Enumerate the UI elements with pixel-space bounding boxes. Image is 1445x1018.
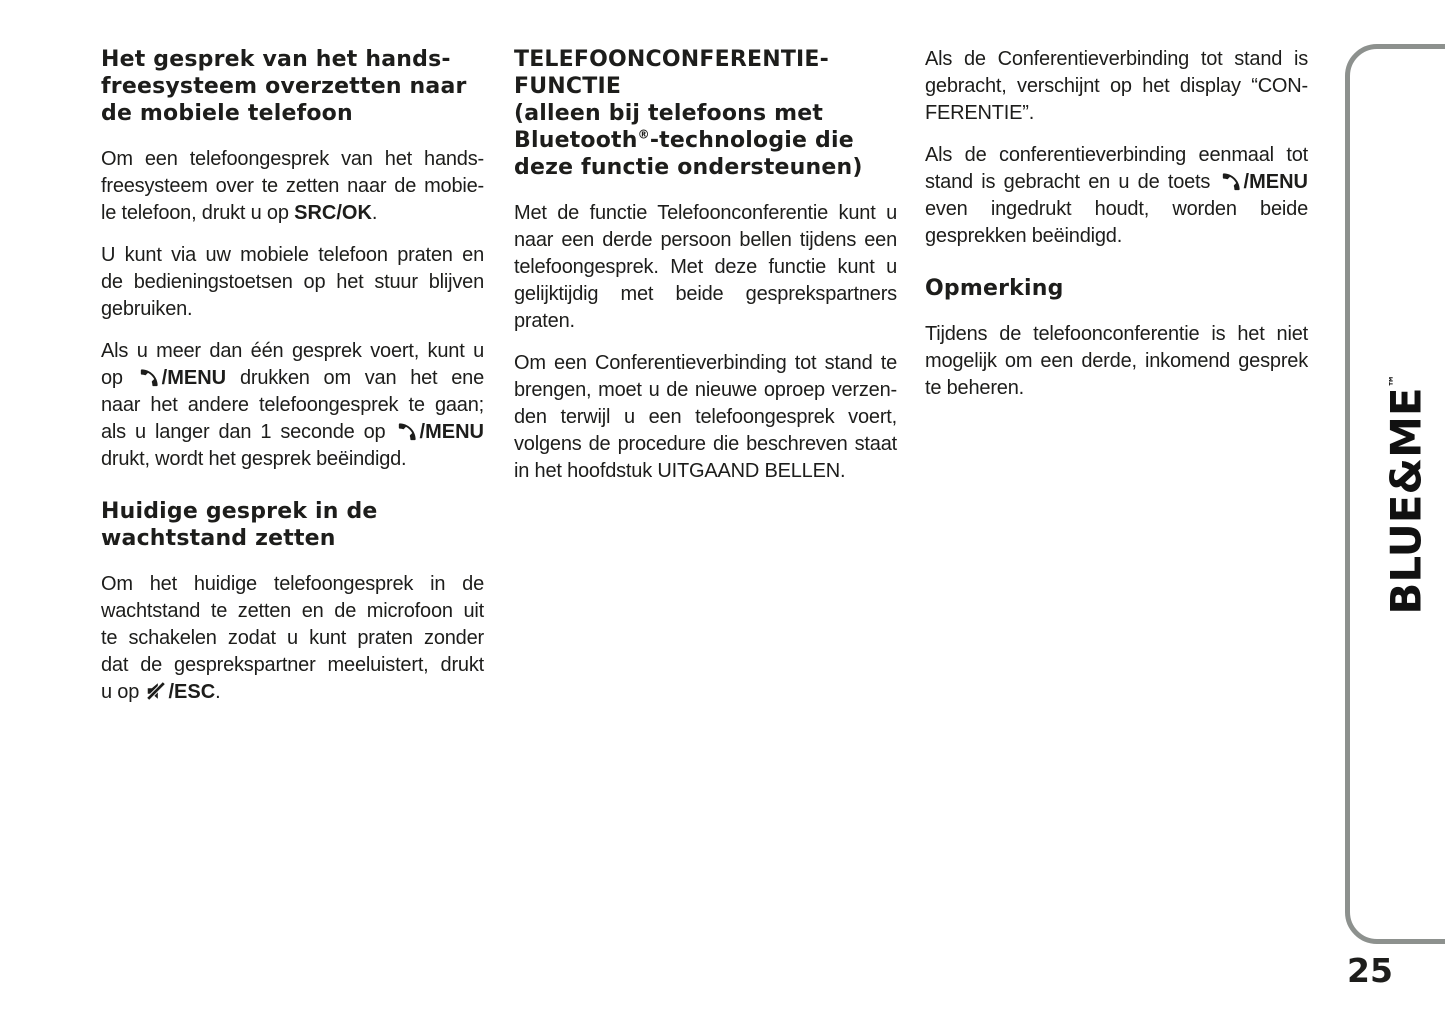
text-line: mogelijk om een derde, inkomend gesprek (925, 350, 1308, 372)
text-line: TELEFOONCONFERENTIE- (514, 47, 829, 72)
text-line: Tijdens de telefoonconferentie is het niet (925, 323, 1308, 345)
text-line: Om het huidige telefoongesprek in de (101, 573, 484, 595)
text-line: Met de functie Telefoonconferentie kunt u (514, 202, 897, 224)
column-middle (514, 46, 897, 500)
key-label: /MENU (1243, 171, 1308, 193)
paragraph (925, 321, 1308, 402)
column-right (925, 46, 1308, 417)
text-line: Om een Conferentieverbinding tot stand te (514, 352, 897, 374)
text-line: Bluetooth®-technologie die (514, 127, 854, 153)
phone-handset-icon (1215, 165, 1248, 198)
text-line: le telefoon, drukt u op SRC/OK. (101, 202, 378, 224)
key-label: /MENU (419, 421, 484, 443)
text-line: Opmerking (925, 276, 1064, 301)
text-line: de mobiele telefoon (101, 101, 353, 126)
text-line: wachtstand zetten (101, 526, 336, 551)
text-line: den terwijl u een telefoongesprek voert, (514, 406, 897, 428)
text-line: de bedieningstoetsen op het stuur blijven (101, 271, 484, 293)
text-line: freesysteem overzetten naar (101, 74, 467, 99)
text-line: praten. (514, 310, 575, 332)
paragraph (925, 142, 1308, 250)
text-line: naar een derde persoon bellen tijdens een (514, 229, 897, 251)
column-left (101, 46, 484, 721)
section-heading (101, 46, 484, 127)
section-heading (514, 46, 897, 181)
text-line: stand is gebracht en u de toets /MENU (925, 169, 1308, 196)
text-line: even ingedrukt houdt, worden beide (925, 198, 1308, 220)
page-number: 25 (1347, 951, 1393, 990)
key-label: SRC/OK (294, 202, 372, 224)
text-line: u op /ESC. (101, 681, 221, 703)
text-line: gebruiken. (101, 298, 193, 320)
text-line: freesysteem over te zetten naar de mobie- (101, 175, 484, 197)
text-line: FERENTIE”. (925, 102, 1035, 124)
paragraph (514, 200, 897, 335)
text-line: in het hoofdstuk UITGAAND BELLEN. (514, 460, 846, 482)
text-line: drukt, wordt het gesprek beëindigd. (101, 448, 407, 470)
text-line: gesprekken beëindigd. (925, 225, 1123, 247)
paragraph (925, 46, 1308, 127)
text-line: dat de gesprekspartner meeluistert, drukt (101, 654, 484, 676)
section-heading (925, 275, 1308, 302)
key-label: /ESC (168, 681, 216, 703)
text-line: Als de Conferentieverbinding tot stand is (925, 48, 1308, 70)
text-line: als u langer dan 1 seconde op /MENU (101, 419, 484, 446)
paragraph (514, 350, 897, 485)
key-label: /MENU (161, 367, 227, 389)
text-line: naar het andere telefoongesprek te gaan; (101, 394, 484, 416)
text-line: (alleen bij telefoons met (514, 101, 824, 126)
text-line: Als u meer dan één gesprek voert, kunt u (101, 340, 484, 362)
text-line: wachtstand te zetten en de microfoon uit (101, 600, 484, 622)
text-line: gebracht, verschijnt op het display “CON- (925, 75, 1308, 97)
paragraph (101, 571, 484, 706)
text-line: Het gesprek van het hands- (101, 47, 451, 72)
sidebar-frame (1345, 44, 1445, 944)
logo-text: BLUE&ME™ (1381, 373, 1431, 615)
text-line: volgens de procedure die beschreven staat (514, 433, 897, 455)
paragraph (101, 242, 484, 323)
text-line: Als de conferentieverbinding eenmaal tot (925, 144, 1308, 166)
text-line: te schakelen zodat u kunt praten zonder (101, 627, 484, 649)
text-line: Om een telefoongesprek van het hands- (101, 148, 484, 170)
mute-speaker-icon (145, 680, 167, 702)
text-line: FUNCTIE (514, 74, 622, 99)
text-line: U kunt via uw mobiele telefoon praten en (101, 244, 484, 266)
text-line: gelijktijdig met beide gesprekspartners (514, 283, 897, 305)
text-line: brengen, moet u de nieuwe oproep verzen- (514, 379, 897, 401)
paragraph (101, 146, 484, 227)
phone-handset-icon (391, 415, 424, 448)
text-line: op /MENU drukken om van het ene (101, 365, 484, 392)
text-line: Huidige gesprek in de (101, 499, 378, 524)
paragraph (101, 338, 484, 473)
registered-symbol: ® (637, 127, 650, 142)
section-heading (101, 498, 484, 552)
trademark-symbol: ™ (1387, 373, 1403, 387)
text-line: telefoongesprek. Met deze functie kunt u (514, 256, 897, 278)
text-line: te beheren. (925, 377, 1024, 399)
text-line: deze functie ondersteunen) (514, 155, 863, 180)
phone-handset-icon (133, 361, 166, 394)
